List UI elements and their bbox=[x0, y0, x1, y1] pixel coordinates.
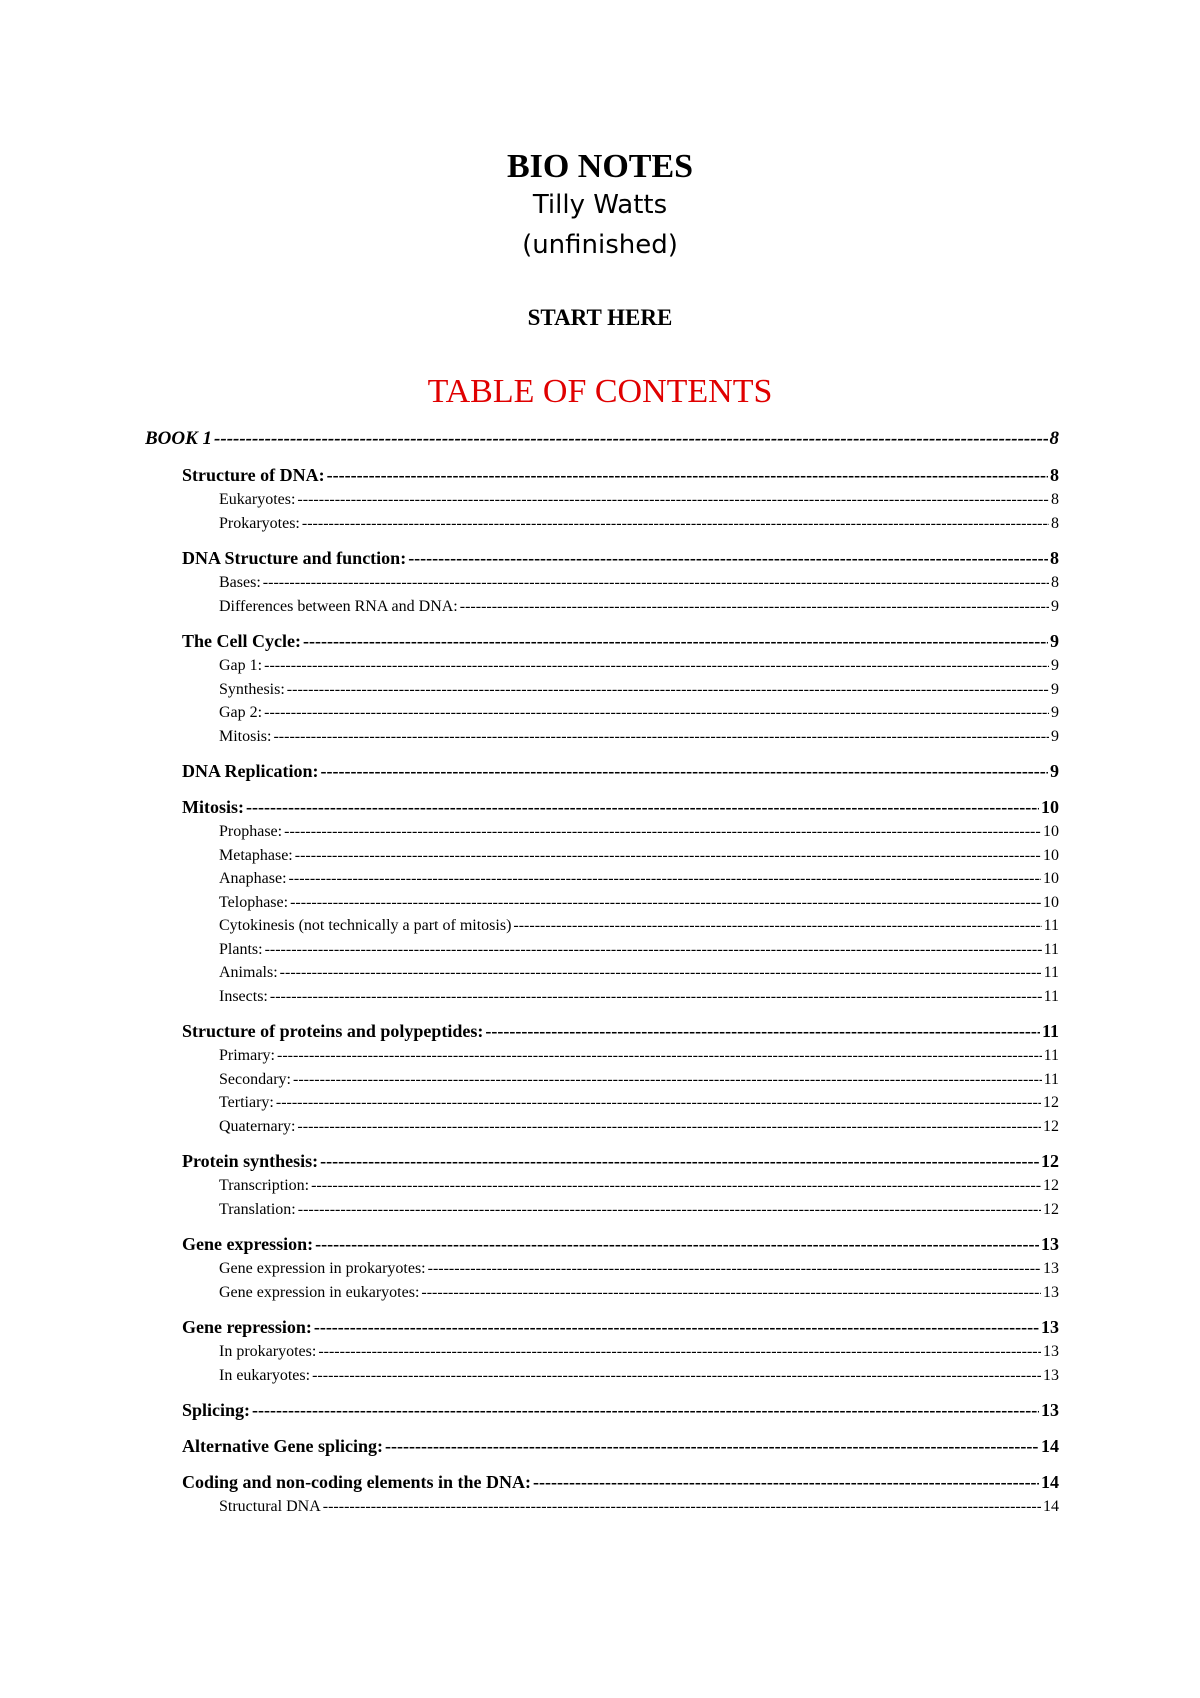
toc-entry-page: 13 bbox=[1043, 1260, 1059, 1277]
toc-entry-label: Structural DNA bbox=[219, 1498, 321, 1515]
toc-entry-page: 12 bbox=[1043, 1200, 1059, 1218]
toc-entry-page: 13 bbox=[1043, 1283, 1059, 1301]
toc-subsection-entry[interactable] bbox=[145, 728, 1059, 752]
toc-entry-page: 11 bbox=[1041, 1021, 1059, 1041]
toc-entry-label: Gene expression: bbox=[182, 1234, 314, 1254]
toc-subsection-entry[interactable] bbox=[145, 1343, 1059, 1367]
toc-leader bbox=[321, 761, 1049, 782]
toc-leader bbox=[385, 1436, 1039, 1457]
toc-entry-page: 9 bbox=[1050, 631, 1059, 651]
toc-section-entry[interactable] bbox=[145, 797, 1059, 823]
toc-entry-page: 11 bbox=[1043, 1070, 1059, 1088]
document-author: Tilly Watts bbox=[532, 190, 668, 220]
toc-section-entry[interactable] bbox=[145, 465, 1059, 491]
toc-leader bbox=[320, 1151, 1039, 1172]
toc-leader bbox=[265, 941, 1042, 959]
toc-entry-label: In eukaryotes: bbox=[219, 1366, 311, 1384]
toc-leader bbox=[293, 1071, 1042, 1089]
toc-entry-label: Telophase: bbox=[219, 893, 289, 911]
toc-entry-label: DNA Structure and function: bbox=[182, 548, 407, 568]
toc-leader bbox=[287, 681, 1049, 699]
toc-entry-page: 8 bbox=[1051, 574, 1059, 591]
toc-entry-label: The Cell Cycle: bbox=[182, 631, 301, 651]
toc-entry-label: Eukaryotes: bbox=[219, 491, 296, 508]
toc-section-entry[interactable] bbox=[145, 761, 1059, 787]
toc-leader bbox=[318, 1343, 1041, 1361]
toc-entry-label: Differences between RNA and DNA: bbox=[219, 597, 458, 615]
toc-leader bbox=[408, 548, 1048, 569]
toc-entry-page: 9 bbox=[1051, 704, 1059, 721]
toc-leader bbox=[273, 728, 1049, 746]
toc-entry-page: 10 bbox=[1041, 797, 1059, 817]
toc-subsection-entry[interactable] bbox=[145, 988, 1059, 1012]
toc-entry-page: 12 bbox=[1041, 1151, 1059, 1171]
toc-entry-label: Primary: bbox=[219, 1047, 275, 1064]
toc-leader bbox=[533, 1472, 1039, 1493]
toc-subsection-entry[interactable] bbox=[145, 1498, 1059, 1522]
toc-subsection-entry[interactable] bbox=[145, 657, 1059, 681]
start-here-label: START HERE bbox=[527, 305, 673, 330]
toc-leader bbox=[264, 704, 1049, 722]
toc-leader bbox=[290, 894, 1041, 912]
toc-entry-page: 10 bbox=[1043, 870, 1059, 887]
toc-leader bbox=[264, 657, 1049, 675]
toc-subsection-entry[interactable] bbox=[145, 894, 1059, 918]
toc-entry-label: Anaphase: bbox=[219, 870, 287, 887]
toc-entry-page: 10 bbox=[1043, 846, 1059, 864]
toc-leader bbox=[302, 515, 1049, 533]
toc-entry-label: Splicing: bbox=[182, 1400, 251, 1420]
toc-entry-page: 13 bbox=[1043, 1366, 1059, 1384]
toc-subsection-entry[interactable] bbox=[145, 1047, 1059, 1071]
toc-section-entry[interactable] bbox=[145, 631, 1059, 657]
toc-entry-page: 13 bbox=[1041, 1400, 1059, 1420]
toc-subsection-entry[interactable] bbox=[145, 964, 1059, 988]
toc-entry-page: 12 bbox=[1043, 1094, 1059, 1111]
toc-entry-page: 8 bbox=[1050, 548, 1059, 568]
table-of-contents bbox=[145, 428, 1059, 1522]
toc-entry-label: DNA Replication: bbox=[182, 761, 319, 781]
toc-entry-label: Synthesis: bbox=[219, 680, 285, 698]
toc-leader bbox=[421, 1284, 1041, 1302]
toc-leader bbox=[246, 797, 1039, 818]
toc-book-entry[interactable] bbox=[145, 428, 1059, 456]
toc-entry-page: 9 bbox=[1051, 680, 1059, 698]
document-title: BIO NOTES bbox=[506, 148, 694, 185]
toc-section-entry[interactable] bbox=[145, 1234, 1059, 1260]
toc-subsection-entry[interactable] bbox=[145, 1260, 1059, 1284]
toc-leader bbox=[298, 1201, 1041, 1219]
toc-entry-page: 14 bbox=[1041, 1436, 1059, 1456]
toc-subsection-entry[interactable] bbox=[145, 847, 1059, 871]
toc-entry-label: Mitosis: bbox=[219, 727, 272, 745]
toc-entry-label: Structure of DNA: bbox=[182, 465, 325, 485]
toc-heading: TABLE OF CONTENTS bbox=[427, 373, 773, 410]
toc-entry-page: 8 bbox=[1049, 428, 1059, 449]
toc-leader bbox=[297, 491, 1049, 509]
toc-leader bbox=[460, 598, 1049, 616]
toc-subsection-entry[interactable] bbox=[145, 1071, 1059, 1095]
toc-entry-label: Gene expression in prokaryotes: bbox=[219, 1260, 426, 1277]
toc-entry-page: 11 bbox=[1043, 1047, 1059, 1064]
toc-entry-label: Transcription: bbox=[219, 1177, 310, 1194]
toc-entry-label: Bases: bbox=[219, 574, 261, 591]
toc-entry-page: 9 bbox=[1051, 597, 1059, 615]
toc-entry-page: 13 bbox=[1043, 1343, 1059, 1360]
toc-leader bbox=[270, 988, 1042, 1006]
toc-entry-page: 14 bbox=[1043, 1498, 1059, 1515]
toc-entry-page: 8 bbox=[1051, 514, 1059, 532]
toc-entry-label: Gap 2: bbox=[219, 704, 263, 721]
toc-section-entry[interactable] bbox=[145, 1151, 1059, 1177]
toc-leader bbox=[263, 574, 1049, 592]
toc-entry-label: Mitosis: bbox=[182, 797, 244, 817]
toc-section-entry[interactable] bbox=[145, 1472, 1059, 1498]
toc-leader bbox=[214, 428, 1047, 450]
toc-entry-label: Translation: bbox=[219, 1200, 296, 1218]
toc-subsection-entry[interactable] bbox=[145, 515, 1059, 539]
toc-section-entry[interactable] bbox=[145, 1400, 1059, 1426]
toc-entry-label: Tertiary: bbox=[219, 1094, 274, 1111]
toc-subsection-entry[interactable] bbox=[145, 574, 1059, 598]
toc-entry-label: Structure of proteins and polypeptides: bbox=[182, 1021, 484, 1041]
toc-leader bbox=[323, 1498, 1041, 1516]
toc-leader bbox=[312, 1367, 1041, 1385]
toc-entry-page: 11 bbox=[1043, 964, 1059, 981]
toc-leader bbox=[315, 1234, 1039, 1255]
document-status: (unfinished) bbox=[522, 230, 678, 260]
toc-subsection-entry[interactable] bbox=[145, 941, 1059, 965]
toc-entry-page: 12 bbox=[1043, 1177, 1059, 1194]
toc-entry-page: 13 bbox=[1041, 1317, 1059, 1337]
toc-subsection-entry[interactable] bbox=[145, 1094, 1059, 1118]
toc-subsection-entry[interactable] bbox=[145, 491, 1059, 515]
toc-entry-page: 10 bbox=[1043, 893, 1059, 911]
toc-entry-label: Metaphase: bbox=[219, 846, 293, 864]
toc-entry-page: 9 bbox=[1050, 761, 1059, 781]
toc-entry-label: BOOK 1 bbox=[145, 428, 213, 449]
toc-entry-label: Animals: bbox=[219, 964, 278, 981]
toc-entry-label: Quaternary: bbox=[219, 1117, 296, 1135]
toc-subsection-entry[interactable] bbox=[145, 870, 1059, 894]
toc-leader bbox=[276, 1094, 1041, 1112]
toc-entry-label: In prokaryotes: bbox=[219, 1343, 317, 1360]
toc-entry-page: 10 bbox=[1043, 823, 1059, 840]
toc-leader bbox=[289, 870, 1041, 888]
toc-entry-page: 9 bbox=[1051, 657, 1059, 674]
toc-entry-label: Prophase: bbox=[219, 823, 283, 840]
toc-leader bbox=[513, 917, 1041, 935]
toc-subsection-entry[interactable] bbox=[145, 1201, 1059, 1225]
toc-subsection-entry[interactable] bbox=[145, 681, 1059, 705]
toc-entry-label: Gene repression: bbox=[182, 1317, 312, 1337]
toc-entry-page: 11 bbox=[1043, 987, 1059, 1005]
toc-entry-label: Insects: bbox=[219, 987, 268, 1005]
toc-section-entry[interactable] bbox=[145, 1317, 1059, 1343]
toc-subsection-entry[interactable] bbox=[145, 704, 1059, 728]
toc-leader bbox=[277, 1047, 1042, 1065]
toc-leader bbox=[311, 1177, 1041, 1195]
toc-entry-label: Cytokinesis (not technically a part of mitosis) bbox=[219, 917, 512, 934]
toc-entry-label: Gap 1: bbox=[219, 657, 263, 674]
toc-section-entry[interactable] bbox=[145, 1021, 1059, 1047]
toc-section-entry[interactable] bbox=[145, 548, 1059, 574]
toc-entry-label: Protein synthesis: bbox=[182, 1151, 319, 1171]
toc-subsection-entry[interactable] bbox=[145, 1177, 1059, 1201]
toc-subsection-entry[interactable] bbox=[145, 1284, 1059, 1308]
toc-leader bbox=[297, 1118, 1041, 1136]
toc-entry-page: 11 bbox=[1043, 917, 1059, 934]
toc-subsection-entry[interactable] bbox=[145, 598, 1059, 622]
toc-entry-page: 11 bbox=[1043, 940, 1059, 958]
toc-subsection-entry[interactable] bbox=[145, 823, 1059, 847]
toc-entry-label: Secondary: bbox=[219, 1070, 291, 1088]
toc-subsection-entry[interactable] bbox=[145, 917, 1059, 941]
toc-entry-page: 8 bbox=[1050, 465, 1059, 485]
toc-entry-page: 9 bbox=[1051, 727, 1059, 745]
toc-leader bbox=[327, 465, 1048, 486]
toc-subsection-entry[interactable] bbox=[145, 1118, 1059, 1142]
toc-entry-label: Gene expression in eukaryotes: bbox=[219, 1283, 420, 1301]
toc-leader bbox=[284, 823, 1041, 841]
toc-leader bbox=[314, 1317, 1039, 1338]
toc-entry-page: 14 bbox=[1041, 1472, 1059, 1492]
toc-entry-page: 12 bbox=[1043, 1117, 1059, 1135]
toc-entry-page: 8 bbox=[1051, 491, 1059, 508]
toc-section-entry[interactable] bbox=[145, 1436, 1059, 1462]
toc-leader bbox=[295, 847, 1041, 865]
toc-entry-label: Plants: bbox=[219, 940, 263, 958]
toc-entry-label: Coding and non-coding elements in the DNA: bbox=[182, 1472, 532, 1492]
toc-entry-page: 13 bbox=[1041, 1234, 1059, 1254]
toc-leader bbox=[280, 964, 1042, 982]
toc-entry-label: Prokaryotes: bbox=[219, 514, 300, 532]
toc-subsection-entry[interactable] bbox=[145, 1367, 1059, 1391]
toc-leader bbox=[485, 1021, 1040, 1042]
toc-leader bbox=[428, 1260, 1041, 1278]
toc-leader bbox=[252, 1400, 1039, 1421]
toc-entry-label: Alternative Gene splicing: bbox=[182, 1436, 383, 1456]
toc-leader bbox=[303, 631, 1048, 652]
